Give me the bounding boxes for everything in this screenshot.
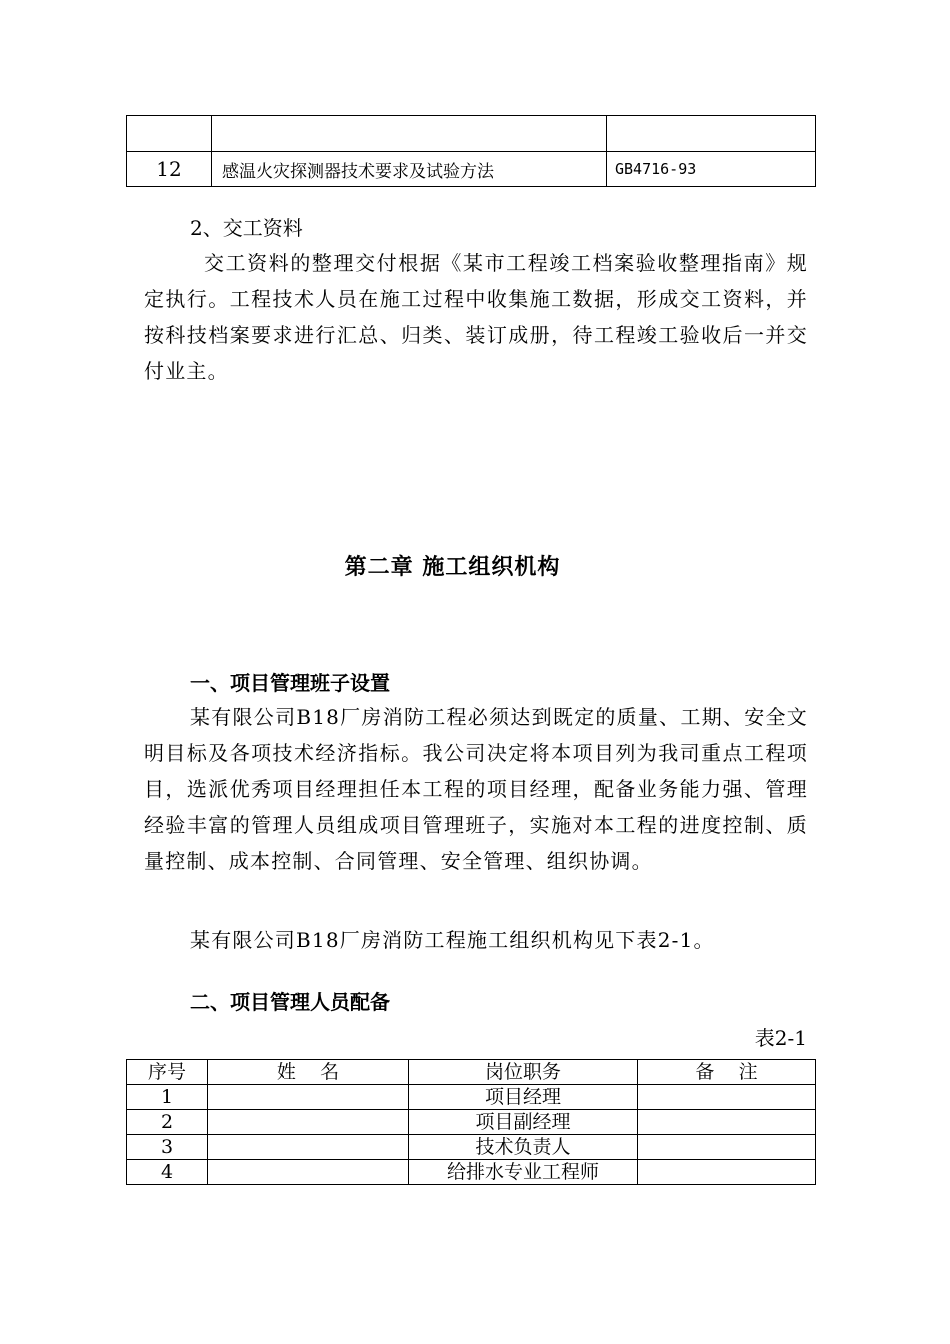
- row-remark: [638, 1110, 816, 1135]
- std-no-cell: [127, 116, 212, 152]
- staff-table: [126, 1059, 816, 1185]
- handover-paragraph: 交工资料的整理交付根据《某市工程竣工档案验收整理指南》规定执行。工程技术人员在施工过程中收集施工数据，形成交工资料，并按科技档案要求进行汇总、归类、装订成册，待工程竣工验收后一并交付业主。: [144, 251, 808, 383]
- row-position: 给排水专业工程师: [409, 1160, 638, 1185]
- row-no: 4: [127, 1160, 208, 1185]
- row-name: [208, 1135, 409, 1160]
- section1-paragraph-2: 某有限公司B18厂房消防工程施工组织机构见下表2-1。: [190, 928, 715, 952]
- row-name: [208, 1160, 409, 1185]
- chapter-title: 第二章 施工组织机构: [344, 554, 561, 580]
- handover-heading: 2、交工资料: [190, 216, 303, 240]
- row-no: 3: [127, 1135, 208, 1160]
- row-position: 项目经理: [409, 1085, 638, 1110]
- section1-heading: 一、项目管理班子设置: [190, 671, 390, 695]
- row-remark: [638, 1160, 816, 1185]
- table-row: [127, 1135, 816, 1160]
- standards-table: [126, 115, 816, 187]
- header-position: 岗位职务: [409, 1060, 638, 1085]
- header-remark: 备 注: [638, 1060, 816, 1085]
- table-row: [127, 1085, 816, 1110]
- row-position: 项目副经理: [409, 1110, 638, 1135]
- row-remark: [638, 1135, 816, 1160]
- table-label: 表2-1: [754, 1026, 807, 1050]
- section2-heading: 二、项目管理人员配备: [190, 990, 390, 1014]
- std-no-cell: 12: [127, 152, 212, 187]
- header-no: 序号: [127, 1060, 208, 1085]
- row-no: 2: [127, 1110, 208, 1135]
- section1-paragraph: 某有限公司B18厂房消防工程必须达到既定的质量、工期、安全文明目标及各项技术经济指标。我公司决定将本项目列为我司重点工程项目，选派优秀项目经理担任本工程的项目经理，配备业务能力强、管理经验丰富的管理人员组成项目管理班子，实施对本工程的进度控制、质量控制、成本控制、合同管理、安全管理、组织协调。: [144, 705, 808, 873]
- row-name: [208, 1110, 409, 1135]
- std-name-cell: 感温火灾探测器技术要求及试验方法: [212, 152, 607, 187]
- table-header-row: [127, 1060, 816, 1085]
- row-no: 1: [127, 1085, 208, 1110]
- std-code-cell: [607, 116, 816, 152]
- std-name-cell: [212, 116, 607, 152]
- table-row: [127, 116, 816, 152]
- std-code-cell: GB4716-93: [607, 152, 816, 187]
- row-position: 技术负责人: [409, 1135, 638, 1160]
- row-remark: [638, 1085, 816, 1110]
- row-name: [208, 1085, 409, 1110]
- table-row: [127, 1160, 816, 1185]
- table-row: [127, 152, 816, 187]
- header-name: 姓 名: [208, 1060, 409, 1085]
- table-row: [127, 1110, 816, 1135]
